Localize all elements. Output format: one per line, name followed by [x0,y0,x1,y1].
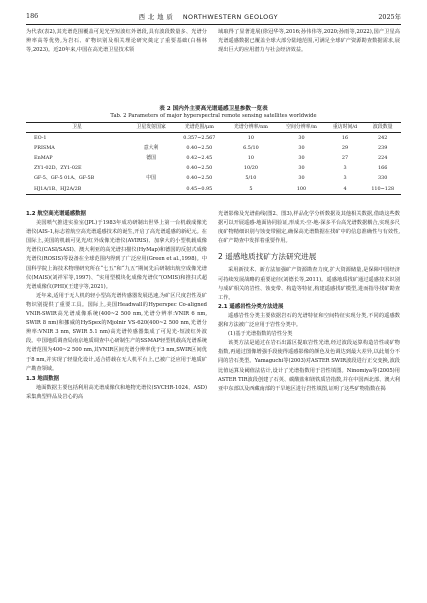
paragraph: 为代表(表2),其光谱范围覆盖可见光至短波红外谱段,具有波段数量多、光谱分辨率高等优势,为岩石、矿物识别及相关理论研究奠定了重要基础(白杨林等,2023)。近20年来,中国在高光谱卫星技术领 [26,29,207,54]
table-cell: EnMAP [34,155,53,162]
table-cell: 30 [298,165,305,172]
table-cell: 0.42~2.45 [186,155,213,162]
table-cell: 30 [298,155,305,162]
table-row [26,133,401,144]
top-left-column [26,28,207,55]
table-cell: 5 [224,184,277,195]
paragraph: 地面数据主要包括利用高光谱成像仪和地物光谱仪(SVCHR-1024、ASD)采集典型样品及岩心的高 [26,384,207,400]
table-caption-cn: 表 2 国内外主要高光谱遥感卫星参数一览表 [159,106,268,112]
table-cell: ZY1-02D、ZY1-02E [34,165,82,172]
table-cell: 224 [378,155,388,162]
table-row [26,143,401,153]
table-cell [128,133,174,144]
table-cell: 29 [341,144,349,151]
section-heading: 2 遥感地质找矿方法研究进展 [218,252,317,262]
table-cell: 242 [378,134,388,141]
paragraph: 美国喷气推进实验室(JPL)于1983年成功研制出世界上第一台机载成像光谱仪(AIS-1,标志着航空高光谱遥感技术的诞生,开启了高光谱遥感的新纪元。在国际上,美国的机载可见光/红外成像光谱仪(AVIRIS)、加拿大的小型机载成像光谱仪(CASI/SASI)、澳大利亚的高光谱扫描仪(HyMap)和德国的反射式成像光谱仪(ROSIS)等设备在全球范围内得到了广泛应用(Green et al.,1998)。中国科学院上海技术物理研究所在“七五”和“九五”期间先后研制出航空成像光谱仪(MAIS)(刘祥军等,1997)、“实用型模块化成像光谱仪”(OMIS)和推扫式超光谱成像仪(PHI)(王建宇等,2021)。 [26,220,207,290]
table-cell: 239 [378,144,388,151]
column-header: 卫星发射国家 [128,123,174,133]
table-cell: 0.40~2.50 [186,144,213,151]
journal-title [139,12,278,21]
top-right-column [218,28,400,55]
journal-title-en: NORTHWESTERN GEOLOGY [182,12,278,21]
column-header: 空间分辨率/m [277,123,325,133]
journal-year: 2025年 [378,12,401,21]
table-header-row [26,123,401,133]
table-cell: 0.357~2.567 [183,134,216,141]
paragraph: 采用新技术、新方法加强矿产资源勘查力度,扩大资源储量,是保障中国经济可持续发展战略的重要途径(刘德长等,2011)。遥感地质找矿通过遥感技术识别与成矿相关的岩性、蚀变带、构造等特征,构建遥感找矿模型,进而指导找矿勘查工作。 [218,267,400,301]
section-heading: 1.3 地面数据 [26,375,59,382]
table-cell: 100 [277,184,325,195]
table-cell: 6.5/10 [243,144,259,151]
page-number: 186 [26,12,39,20]
running-header [26,10,401,22]
table-cell: 4 [326,184,365,195]
table-cell [128,184,174,195]
paragraph: 光谱影像及光谱曲线(图2、图3),样品化学分析数据及其他相关数据,借助这些数据可以开展遥感-地面协同验证,形成天-空-地-深多平台高光谱数据耦合,实现多尺度矿物精细识别与蚀变带圈定,确保高光谱数据在找矿中的信息准确性与有效性,在矿产勘查中发挥着重要作用。 [218,211,400,245]
right-column [218,210,400,394]
table-cell: 10/20 [243,165,258,172]
table-row [26,174,401,184]
table-cell: 16 [341,134,349,141]
table-cell: 10 [247,134,255,141]
table-cell: 30 [298,144,305,151]
left-column [26,210,207,402]
table-cell: 10 [247,155,255,162]
section-heading: 2.1 遥感岩性分类方法进展 [218,303,284,310]
table-cell: 意大利 [143,144,159,151]
table-cell: HJ1A/1B、HJ2A/2B [26,184,128,195]
journal-title-cn: 西 北 地 质 [138,12,174,21]
table-cell: 30 [298,175,305,182]
paragraph: 遥感岩性分类主要依据岩石的光谱特征和空间特征实现分类,不同的遥感数据和方法被广泛应用于岩性分类中。 [218,312,400,329]
table-cell: 中国 [146,175,156,182]
table-row [26,154,401,164]
table-cell: 德国 [146,155,156,162]
table-cell: 3 [343,165,347,172]
paragraph: 域取得了显著进展(徐冠华等,2016;孙伟伟等,2020;孙雨等,2022),国产卫星高光谱遥感数据已覆盖全球大部分陆地范围,可满足全球矿产资源勘查数据需求,展现出巨大的应用潜力与社会经济效益。 [218,29,400,54]
column-header: 卫星 [26,123,128,133]
table-cell: 3 [343,175,347,182]
table-cell: 0.40~2.50 [186,165,213,172]
table-cell: 0.45~0.95 [174,184,224,195]
table-cell: 30 [298,134,305,141]
satellite-parameter-table [26,122,401,195]
paragraph: 近年来,适用于无人机的轻小型高光谱传感器发展迅速,为矿区尺度岩性及矿物识别提供了重要工具。国际上,美国Headwall的Hyperspec Co-aligned VNIR-SWIR高光谱成像系统(400~2 500 nm,光谱分辨率:VNIR 6 nm, SWIR 8 nm)和挪威的HySpex的Mjolnir VS-620(400~2 500 nm,光谱分辨率:VNIR 3 nm, SWIR 5.1 nm)高光谱传感器集成了可见光-短波红外波段。中国地质调查局南京地质调查中心研制生产的SSMAP轻型机载高光谱系统光谱范围为400~2 500 nm,其VNIR区间光谱分辨率优于3 nm,SWIR区间优于8 nm,并实现了轻量化设计,适合搭载在无人机平台上,已被广泛应用于地质矿产勘查领域。 [26,292,207,372]
column-header: 重访时间/d [326,123,365,133]
subsection-heading: (1)基于光谱指数的岩性分类 [228,331,293,338]
table-cell: EO-1 [34,134,47,141]
table-cell: 110~128 [364,184,401,195]
table-cell: 27 [341,155,349,162]
table-cell: GF-5、GF-5 01A、GF-5B [34,175,95,182]
table-caption-en: Tab. 2 Parameters of major hyperspectral remote sensing satellites worldwide [110,113,317,119]
column-header: 波段数量 [364,123,401,133]
table-cell: 5/10 [245,175,257,182]
paragraph: 该类方法是通过在岩石出露区提取岩性光谱,经过波段运算构造岩性或矿物指数,再通过图像增强手段使得遥感影像的颜色及色调达到最大差异,以此划分不同的岩石类型。Yamaguchi等(2003)对ASTER SWIR波段进行正交变换,波段比值运算及阈值法估计,设计了光谱指数用于岩性填图。Ninomiya等(2005)用ASTER TIR波段创建了石英、碳酸盐和镁铁质岩指数,并在中国西北部、澳大利亚中东部以及西藏南部的干旱地区进行岩性填图,证明了这些矿物指数在揭 [218,340,400,392]
table-cell: PRISMA [34,144,55,151]
table-cell: 330 [378,175,388,182]
table-row [26,164,401,174]
section-heading: 1.2 航空高光谱遥感数据 [26,211,86,217]
column-header: 光谱分辨率/nm [224,123,277,133]
table-row [26,184,401,195]
table-cell: 0.40~2.50 [186,175,213,182]
header-rule [26,24,401,25]
table-cell: 166 [378,165,388,172]
column-header: 光谱范围/μm [174,123,224,133]
table-cell [128,164,174,174]
